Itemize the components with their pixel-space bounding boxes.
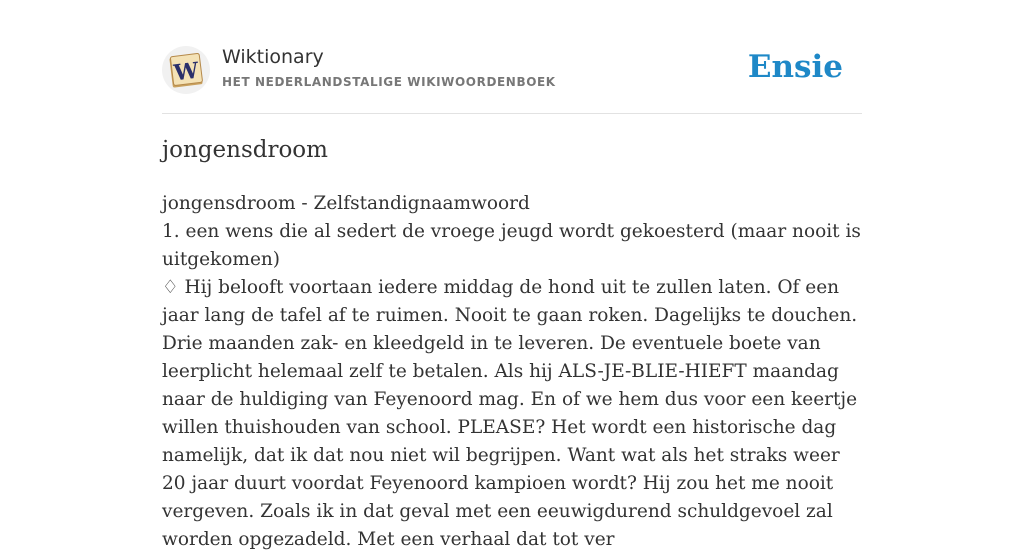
wiktionary-logo-icon[interactable] <box>162 46 210 94</box>
ensie-brand-logo[interactable]: Ensie <box>747 49 843 85</box>
entry-content <box>162 190 862 554</box>
header-divider <box>162 113 862 114</box>
logo-letter: W <box>172 57 201 87</box>
site-header <box>162 44 862 98</box>
site-subtitle: HET NEDERLANDSTALIGE WIKIWOORDENBOEK <box>222 75 556 89</box>
entry-type-line: jongensdroom - Zelfstandignaamwoord <box>162 193 530 214</box>
entry-example: ♢ Hij belooft voortaan iedere middag de hond uit te zullen laten. Of een jaar lang de tafel af te ruimen. Nooit te gaan roken. Dagelijks te douchen. Drie maanden zak- en kleedgeld in te leveren. De eventuele boete van leerplicht helemaal zelf te betalen. Als hij ALS-JE-BLIE-HIEFT maandag naar de huldiging van Feyenoord mag. En of we hem dus voor een keertje willen thuishouden van school. PLEASE? Het wordt een historische dag namelijk, dat ik dat nou niet wil begrijpen. Want wat als het straks weer 20 jaar duurt voordat Feyenoord kampioen wordt? Hij zou het me nooit vergeven. Zoals ik in dat geval met een eeuwigdurend schuldgevoel zal worden opgezadeld. Met een verhaal dat tot ver <box>162 277 858 550</box>
site-title[interactable]: Wiktionary <box>222 46 324 68</box>
entry-definition: 1. een wens die al sedert de vroege jeugd wordt gekoesterd (maar nooit is uitgekomen) <box>162 221 861 270</box>
entry-title: jongensdroom <box>162 137 328 163</box>
